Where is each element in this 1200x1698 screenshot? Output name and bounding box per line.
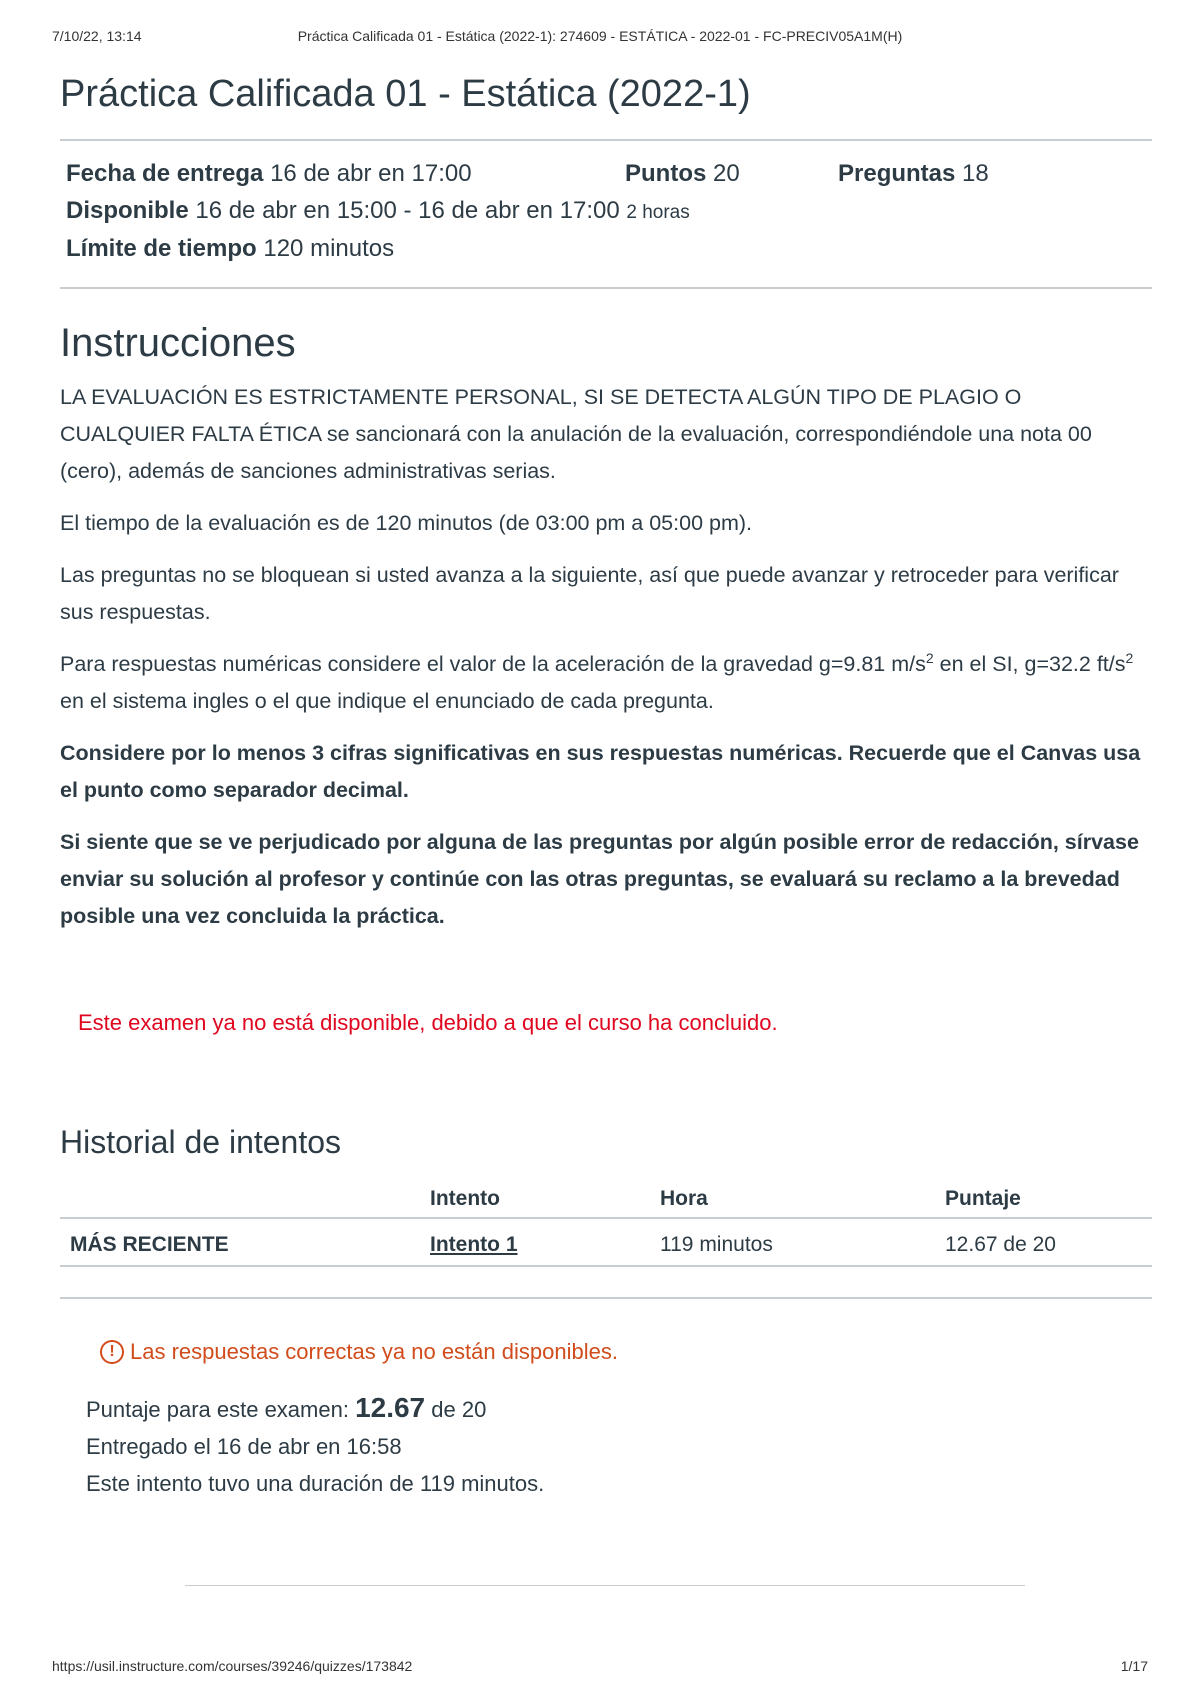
divider xyxy=(60,1297,1152,1299)
attempt-history-heading: Historial de intentos xyxy=(60,1124,342,1161)
divider xyxy=(60,287,1152,289)
attempt-history-table xyxy=(60,1181,1152,1267)
instructions-paragraph: LA EVALUACIÓN ES ESTRICTAMENTE PERSONAL, SI SE DETECTA ALGÚN TIPO DE PLAGIO O CUALQUIER FALTA ÉTICA se sancionará con la anulación de la evaluación, correspondiéndole una nota 00 (cero), además de sanciones administrativas serias. xyxy=(60,385,1092,484)
duration-line: Este intento tuvo una duración de 119 minutos. xyxy=(86,1471,545,1497)
table-row xyxy=(60,1218,1152,1266)
score-line xyxy=(86,1389,1152,1428)
due-date-label: Fecha de entrega xyxy=(66,160,264,188)
availability-value: 16 de abr en 15:00 - 16 de abr en 17:00 xyxy=(195,197,620,225)
points-value: 20 xyxy=(713,160,740,188)
gravity-text: en el SI, g=32.2 ft/s xyxy=(933,652,1126,677)
warning-text: Las respuestas correctas ya no están disponibles. xyxy=(130,1339,618,1365)
print-url: https://usil.instructure.com/courses/39246/quizzes/173842 xyxy=(52,1658,413,1674)
due-date-value: 16 de abr en 17:00 xyxy=(270,160,472,188)
score-prefix: Puntaje para este examen: xyxy=(86,1397,356,1423)
due-date xyxy=(66,159,472,189)
availability-duration: 2 horas xyxy=(626,202,690,224)
points xyxy=(625,159,740,189)
attempt-summary xyxy=(86,1389,1152,1502)
instructions-paragraph: Las preguntas no se bloquean si usted avanza a la siguiente, así que puede avanzar y retroceder para verificar sus respuestas. xyxy=(60,563,1119,625)
column-header xyxy=(60,1181,420,1218)
points-label: Puntos xyxy=(625,160,707,188)
instructions-paragraph-bold: Considere por lo menos 3 cifras significativas en sus respuestas numéricas. Recuerde que el Canvas usa el punto como separador decimal. xyxy=(60,741,1141,803)
attempt-label: MÁS RECIENTE xyxy=(60,1218,420,1266)
attempt-cell xyxy=(420,1218,650,1266)
table-header-row xyxy=(60,1181,1152,1218)
score-suffix: de 20 xyxy=(425,1397,487,1423)
time-limit-value: 120 minutos xyxy=(263,235,395,263)
gravity-text: Para respuestas numéricas considere el valor de la aceleración de la gravedad g=9.81 m/s xyxy=(60,652,926,677)
column-header-attempt: Intento xyxy=(420,1181,650,1218)
instructions-paragraph-gravity xyxy=(60,646,1152,720)
questions xyxy=(838,159,989,189)
print-page-number: 1/17 xyxy=(1120,1658,1148,1674)
gravity-text: en el sistema ingles o el que indique el enunciado de cada pregunta. xyxy=(60,689,714,714)
availability xyxy=(66,196,690,228)
questions-value: 18 xyxy=(962,160,989,188)
superscript: 2 xyxy=(1125,650,1134,667)
quiz-title: Práctica Calificada 01 - Estática (2022-1) xyxy=(60,73,751,115)
exclamation-circle-icon: ! xyxy=(100,1340,124,1364)
attempt-time: 119 minutos xyxy=(650,1218,935,1266)
superscript: 2 xyxy=(925,650,934,667)
instructions-heading: Instrucciones xyxy=(60,321,296,366)
time-limit-label: Límite de tiempo xyxy=(66,235,257,263)
unavailable-notice: Este examen ya no está disponible, debido a que el curso ha concluido. xyxy=(78,1010,778,1036)
footer-divider xyxy=(185,1585,1025,1586)
time-limit xyxy=(66,234,394,264)
score-value: 12.67 xyxy=(355,1392,426,1424)
instructions-paragraph-bold: Si siente que se ve perjudicado por alguna de las preguntas por algún posible error de redacción, sírvase enviar su solución al profesor y continúe con las otras preguntas, se evaluará su reclamo a la brevedad posible una vez concluida la práctica. xyxy=(60,830,1139,929)
column-header-time: Hora xyxy=(650,1181,935,1218)
quiz-details xyxy=(60,141,1152,287)
instructions-paragraph: El tiempo de la evaluación es de 120 minutos (de 03:00 pm a 05:00 pm). xyxy=(60,511,752,536)
attempt-link[interactable]: Intento 1 xyxy=(430,1233,518,1257)
submitted-line: Entregado el 16 de abr en 16:58 xyxy=(86,1434,402,1460)
quiz-content xyxy=(60,60,1152,1502)
attempt-score: 12.67 de 20 xyxy=(935,1218,1152,1266)
column-header-score: Puntaje xyxy=(935,1181,1152,1218)
print-timestamp: 7/10/22, 13:14 xyxy=(52,28,142,44)
print-header xyxy=(52,28,1148,48)
answers-unavailable-warning xyxy=(100,1339,1152,1365)
questions-label: Preguntas xyxy=(838,160,956,188)
print-document-title: Práctica Calificada 01 - Estática (2022-1): 274609 - ESTÁTICA - 2022-01 - FC-PRECIV05A1M(H) xyxy=(297,28,903,44)
availability-label: Disponible xyxy=(66,197,189,225)
